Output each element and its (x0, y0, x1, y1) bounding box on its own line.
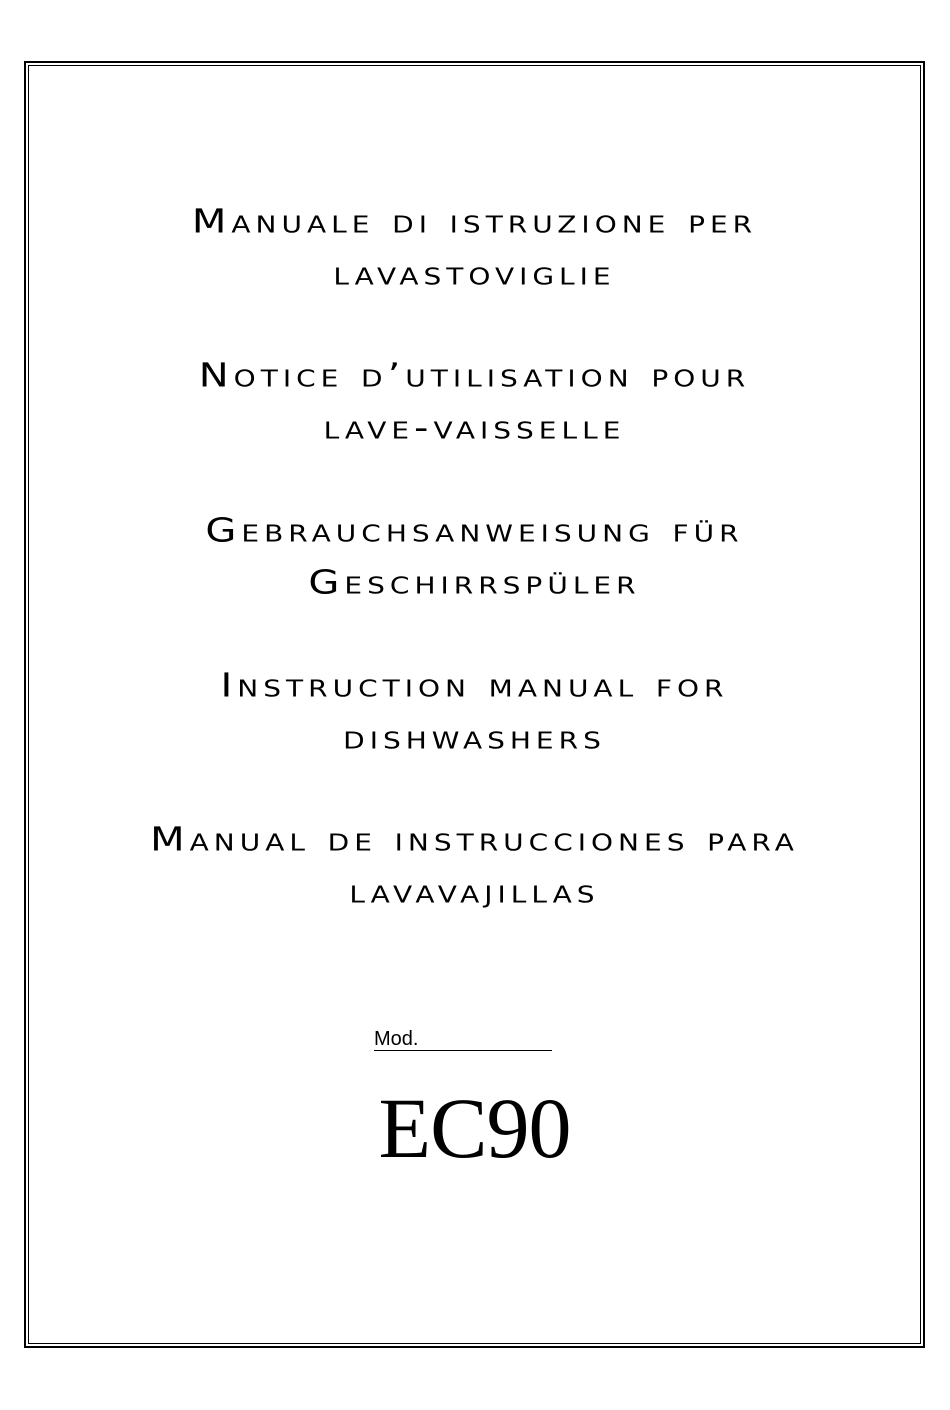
title-italian (28, 196, 921, 300)
title-spanish-line2: lavavajillas (349, 873, 600, 911)
title-french (28, 350, 921, 454)
title-english (28, 660, 921, 764)
title-italian-line2: lavastoviglie (333, 255, 616, 293)
title-french-line2: lave-vaisselle (323, 409, 626, 447)
title-italian-line1: Manuale di istruzione per (191, 203, 758, 241)
title-french-line1: Notice d’utilisation pour (198, 357, 751, 395)
title-english-line2: dishwashers (343, 719, 606, 757)
model-name: EC90 (378, 1080, 571, 1176)
title-german-line2: Geschirrspüler (308, 564, 641, 602)
title-english-line1: Instruction manual for (220, 667, 729, 705)
title-german-line1: Gebrauchsanweisung für (205, 512, 744, 550)
model-label: Mod. (374, 1028, 552, 1051)
title-spanish-line1: Manual de instrucciones para (150, 821, 799, 859)
title-spanish (28, 814, 921, 918)
title-german (28, 505, 921, 609)
